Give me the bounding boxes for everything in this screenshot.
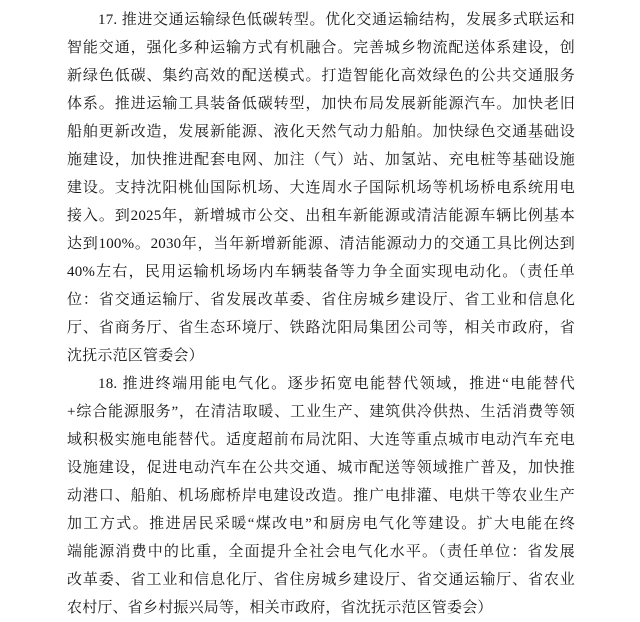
paragraph-item-17 xyxy=(67,6,575,370)
text-line: 位：省交通运输厅、省发展改革委、省住房城乡建设厅、省工业和信息化 xyxy=(67,292,575,308)
text-line: 达到100%。2030年，当年新增新能源、清洁能源动力的交通工具比例达到 xyxy=(67,236,575,252)
text-line: 改革委、省工业和信息化厅、省住房城乡建设厅、省交通运输厅、省农业 xyxy=(67,572,575,588)
text-line: 建设。支持沈阳桃仙国际机场、大连周水子国际机场等机场桥电系统用电 xyxy=(67,180,575,196)
text-line: 动港口、船舶、机场廊桥岸电建设改造。推广电排灌、电烘干等农业生产 xyxy=(67,488,575,504)
text-line: 智能交通，强化多种运输方式有机融合。完善城乡物流配送体系建设，创 xyxy=(67,40,575,56)
text-line: +综合能源服务”，在清洁取暖、工业生产、建筑供冷供热、生活消费等领 xyxy=(67,404,575,420)
text-line: 接入。到2025年，新增城市公交、出租车新能源或清洁能源车辆比例基本 xyxy=(67,208,575,224)
text-line: 船舶更新改造，发展新能源、液化天然气动力船舶。加快绿色交通基础设 xyxy=(67,124,575,140)
paragraph-item-18 xyxy=(67,370,575,622)
text-line: 厅、省商务厅、省生态环境厅、铁路沈阳局集团公司等，相关市政府，省 xyxy=(67,320,575,336)
text-line: 17. 推进交通运输绿色低碳转型。优化交通运输结构，发展多式联运和 xyxy=(98,12,575,28)
text-line: 沈抚示范区管委会） xyxy=(67,348,204,364)
text-line: 农村厅、省乡村振兴局等，相关市政府，省沈抚示范区管委会） xyxy=(67,600,493,616)
text-line: 40%左右，民用运输机场场内车辆装备等力争全面实现电动化。（责任单 xyxy=(67,264,575,280)
text-line: 施建设，加快推进配套电网、加注（气）站、加氢站、充电桩等基础设施 xyxy=(67,152,575,168)
text-line: 加工方式。推进居民采暖“煤改电”和厨房电气化等建设。扩大电能在终 xyxy=(67,516,575,532)
text-line: 18. 推进终端用能电气化。逐步拓宽电能替代领域，推进“电能替代 xyxy=(98,376,575,392)
text-line: 设施建设，促进电动汽车在公共交通、城市配送等领域推广普及，加快推 xyxy=(67,460,575,476)
text-line: 体系。推进运输工具装备低碳转型，加快布局发展新能源汽车。加快老旧 xyxy=(67,96,575,112)
text-line: 端能源消费中的比重，全面提升全社会电气化水平。（责任单位：省发展 xyxy=(67,544,575,560)
text-line: 新绿色低碳、集约高效的配送模式。打造智能化高效绿色的公共交通服务 xyxy=(67,68,575,84)
text-line: 域积极实施电能替代。适度超前布局沈阳、大连等重点城市电动汽车充电 xyxy=(67,432,575,448)
